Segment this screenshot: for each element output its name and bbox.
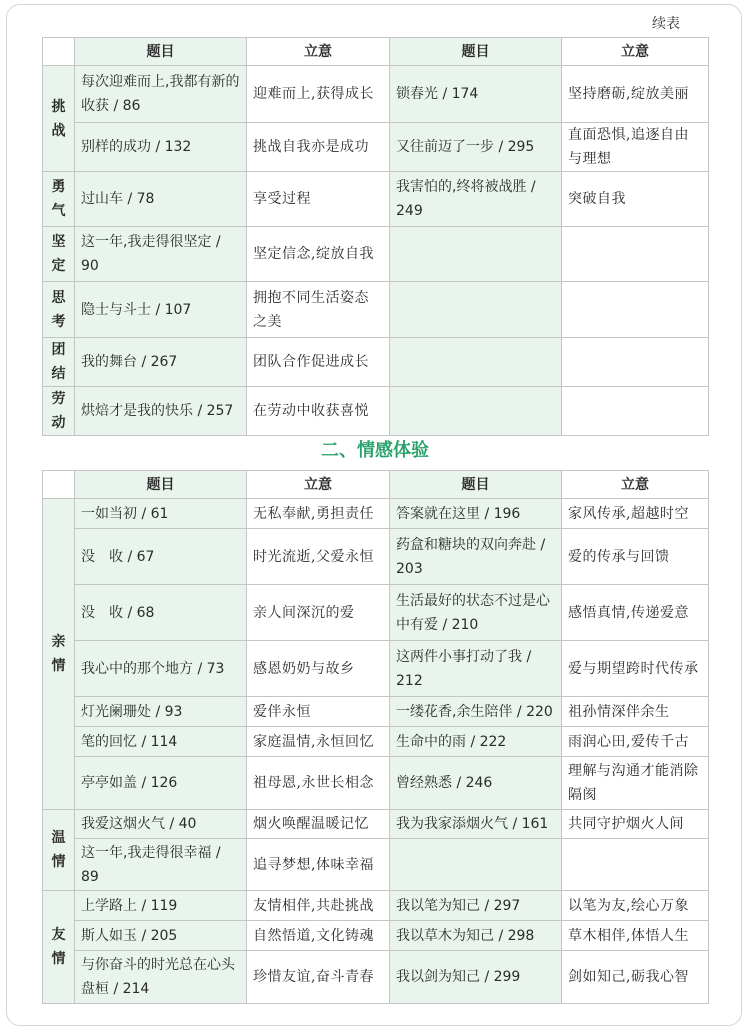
essay-title-cell: 我爱这烟火气 / 40 bbox=[75, 810, 247, 839]
section-title-emotional-experience: 二、情感体验 bbox=[321, 440, 429, 461]
table-header-row bbox=[43, 471, 709, 499]
table-row bbox=[43, 839, 709, 891]
essay-title-cell: 我以笔为知己 / 297 bbox=[390, 891, 562, 921]
essay-theme-cell: 亲人间深沉的爱 bbox=[247, 585, 390, 641]
essay-title-cell: 斯人如玉 / 205 bbox=[75, 921, 247, 951]
essay-theme-cell: 烟火唤醒温暖记忆 bbox=[247, 810, 390, 839]
category-cell bbox=[43, 338, 75, 387]
category-label: 思考 bbox=[51, 289, 66, 330]
table-row bbox=[43, 387, 709, 436]
table-row bbox=[43, 697, 709, 727]
table-row bbox=[43, 123, 709, 172]
essay-theme-cell: 草木相伴,体悟人生 bbox=[562, 921, 709, 951]
essay-title-cell: 答案就在这里 / 196 bbox=[390, 499, 562, 529]
essay-theme-cell: 爱的传承与回馈 bbox=[562, 529, 709, 585]
essay-title-cell bbox=[390, 227, 562, 282]
table-row bbox=[43, 66, 709, 123]
essay-title-cell: 隐士与斗士 / 107 bbox=[75, 282, 247, 338]
category-label: 坚定 bbox=[51, 234, 66, 274]
essay-title-cell: 我心中的那个地方 / 73 bbox=[75, 641, 247, 697]
header-blank bbox=[43, 38, 75, 66]
header-blank bbox=[43, 471, 75, 499]
table-row bbox=[43, 338, 709, 387]
essay-title-cell bbox=[390, 282, 562, 338]
essay-theme-cell: 直面恐惧,追逐自由与理想 bbox=[562, 123, 709, 172]
essay-title-cell: 锁春光 / 174 bbox=[390, 66, 562, 123]
table-row bbox=[43, 727, 709, 757]
theme-table-1 bbox=[42, 37, 709, 436]
essay-theme-cell: 理解与沟通才能消除隔阂 bbox=[562, 757, 709, 810]
header-title-2: 题目 bbox=[390, 471, 562, 499]
essay-title-cell: 这一年,我走得很坚定 / 90 bbox=[75, 227, 247, 282]
table-row bbox=[43, 529, 709, 585]
header-title-1: 题目 bbox=[75, 471, 247, 499]
essay-theme-cell: 挑战自我亦是成功 bbox=[247, 123, 390, 172]
essay-theme-cell: 友情相伴,共赴挑战 bbox=[247, 891, 390, 921]
essay-theme-cell: 在劳动中收获喜悦 bbox=[247, 387, 390, 436]
table-row bbox=[43, 172, 709, 227]
essay-theme-cell: 雨润心田,爱传千古 bbox=[562, 727, 709, 757]
essay-title-cell: 又往前迈了一步 / 295 bbox=[390, 123, 562, 172]
category-label: 勇气 bbox=[51, 179, 66, 219]
essay-theme-cell: 团队合作促进成长 bbox=[247, 338, 390, 387]
essay-theme-cell: 时光流逝,父爱永恒 bbox=[247, 529, 390, 585]
essay-theme-cell: 突破自我 bbox=[562, 172, 709, 227]
essay-theme-cell: 拥抱不同生活姿态之美 bbox=[247, 282, 390, 338]
table-row bbox=[43, 951, 709, 1004]
essay-theme-cell bbox=[562, 338, 709, 387]
essay-theme-cell: 坚定信念,绽放自我 bbox=[247, 227, 390, 282]
category-label: 团结 bbox=[51, 342, 66, 382]
essay-theme-cell: 迎难而上,获得成长 bbox=[247, 66, 390, 123]
category-cell bbox=[43, 810, 75, 891]
essay-theme-cell: 爱与期望跨时代传承 bbox=[562, 641, 709, 697]
essay-title-cell: 亭亭如盖 / 126 bbox=[75, 757, 247, 810]
category-cell bbox=[43, 891, 75, 1004]
essay-theme-cell: 感恩奶奶与故乡 bbox=[247, 641, 390, 697]
table-row bbox=[43, 757, 709, 810]
essay-theme-cell bbox=[562, 839, 709, 891]
essay-title-cell: 我以剑为知己 / 299 bbox=[390, 951, 562, 1004]
essay-title-cell: 烘焙才是我的快乐 / 257 bbox=[75, 387, 247, 436]
category-label: 亲情 bbox=[51, 634, 66, 674]
essay-title-cell: 与你奋斗的时光总在心头盘桓 / 214 bbox=[75, 951, 247, 1004]
category-cell bbox=[43, 227, 75, 282]
theme-table-2 bbox=[42, 470, 709, 1004]
essay-title-cell: 别样的成功 / 132 bbox=[75, 123, 247, 172]
essay-theme-cell: 爱伴永恒 bbox=[247, 697, 390, 727]
essay-theme-cell bbox=[562, 227, 709, 282]
table-row bbox=[43, 499, 709, 529]
essay-theme-cell: 共同守护烟火人间 bbox=[562, 810, 709, 839]
essay-theme-cell: 剑如知己,砺我心智 bbox=[562, 951, 709, 1004]
essay-title-cell bbox=[390, 338, 562, 387]
table-row bbox=[43, 282, 709, 338]
essay-title-cell: 每次迎难而上,我都有新的收获 / 86 bbox=[75, 66, 247, 123]
essay-theme-cell: 以笔为友,绘心万象 bbox=[562, 891, 709, 921]
category-cell bbox=[43, 282, 75, 338]
essay-theme-cell: 家风传承,超越时空 bbox=[562, 499, 709, 529]
category-label: 劳动 bbox=[51, 391, 66, 431]
essay-theme-cell: 家庭温情,永恒回忆 bbox=[247, 727, 390, 757]
continued-label: 续表 bbox=[652, 16, 680, 32]
essay-title-cell: 没 收 / 67 bbox=[75, 529, 247, 585]
category-label: 友情 bbox=[51, 927, 66, 967]
essay-title-cell: 一缕花香,余生陪伴 / 220 bbox=[390, 697, 562, 727]
essay-title-cell bbox=[390, 839, 562, 891]
essay-title-cell: 药盒和糖块的双向奔赴 / 203 bbox=[390, 529, 562, 585]
essay-title-cell bbox=[390, 387, 562, 436]
essay-theme-cell bbox=[562, 387, 709, 436]
essay-title-cell: 生活最好的状态不过是心中有爱 / 210 bbox=[390, 585, 562, 641]
essay-title-cell: 这两件小事打动了我 / 212 bbox=[390, 641, 562, 697]
header-theme-1: 立意 bbox=[247, 471, 390, 499]
essay-title-cell: 我以草木为知己 / 298 bbox=[390, 921, 562, 951]
category-cell bbox=[43, 66, 75, 172]
essay-theme-cell: 无私奉献,勇担责任 bbox=[247, 499, 390, 529]
table-header-row bbox=[43, 38, 709, 66]
essay-theme-cell: 坚持磨砺,绽放美丽 bbox=[562, 66, 709, 123]
essay-title-cell: 没 收 / 68 bbox=[75, 585, 247, 641]
essay-title-cell: 上学路上 / 119 bbox=[75, 891, 247, 921]
essay-theme-cell bbox=[562, 282, 709, 338]
essay-theme-cell: 追寻梦想,体味幸福 bbox=[247, 839, 390, 891]
category-label: 温情 bbox=[51, 830, 66, 870]
category-cell bbox=[43, 172, 75, 227]
category-label: 挑战 bbox=[51, 98, 66, 139]
essay-title-cell: 一如当初 / 61 bbox=[75, 499, 247, 529]
essay-title-cell: 我害怕的,终将被战胜 / 249 bbox=[390, 172, 562, 227]
essay-title-cell: 我的舞台 / 267 bbox=[75, 338, 247, 387]
header-title-1: 题目 bbox=[75, 38, 247, 66]
essay-theme-cell: 自然悟道,文化铸魂 bbox=[247, 921, 390, 951]
essay-title-cell: 笔的回忆 / 114 bbox=[75, 727, 247, 757]
essay-theme-cell: 珍惜友谊,奋斗青春 bbox=[247, 951, 390, 1004]
category-cell bbox=[43, 387, 75, 436]
essay-theme-cell: 感悟真情,传递爱意 bbox=[562, 585, 709, 641]
table-row bbox=[43, 921, 709, 951]
essay-theme-cell: 祖母恩,永世长相念 bbox=[247, 757, 390, 810]
essay-title-cell: 曾经熟悉 / 246 bbox=[390, 757, 562, 810]
table-row bbox=[43, 891, 709, 921]
essay-title-cell: 灯光阑珊处 / 93 bbox=[75, 697, 247, 727]
essay-theme-cell: 祖孙情深伴余生 bbox=[562, 697, 709, 727]
header-theme-2: 立意 bbox=[562, 38, 709, 66]
essay-title-cell: 这一年,我走得很幸福 / 89 bbox=[75, 839, 247, 891]
essay-title-cell: 我为我家添烟火气 / 161 bbox=[390, 810, 562, 839]
essay-title-cell: 生命中的雨 / 222 bbox=[390, 727, 562, 757]
table-row bbox=[43, 641, 709, 697]
header-title-2: 题目 bbox=[390, 38, 562, 66]
table-row bbox=[43, 227, 709, 282]
header-theme-2: 立意 bbox=[562, 471, 709, 499]
category-cell bbox=[43, 499, 75, 810]
table-row bbox=[43, 585, 709, 641]
header-theme-1: 立意 bbox=[247, 38, 390, 66]
table-row bbox=[43, 810, 709, 839]
essay-theme-cell: 享受过程 bbox=[247, 172, 390, 227]
essay-title-cell: 过山车 / 78 bbox=[75, 172, 247, 227]
